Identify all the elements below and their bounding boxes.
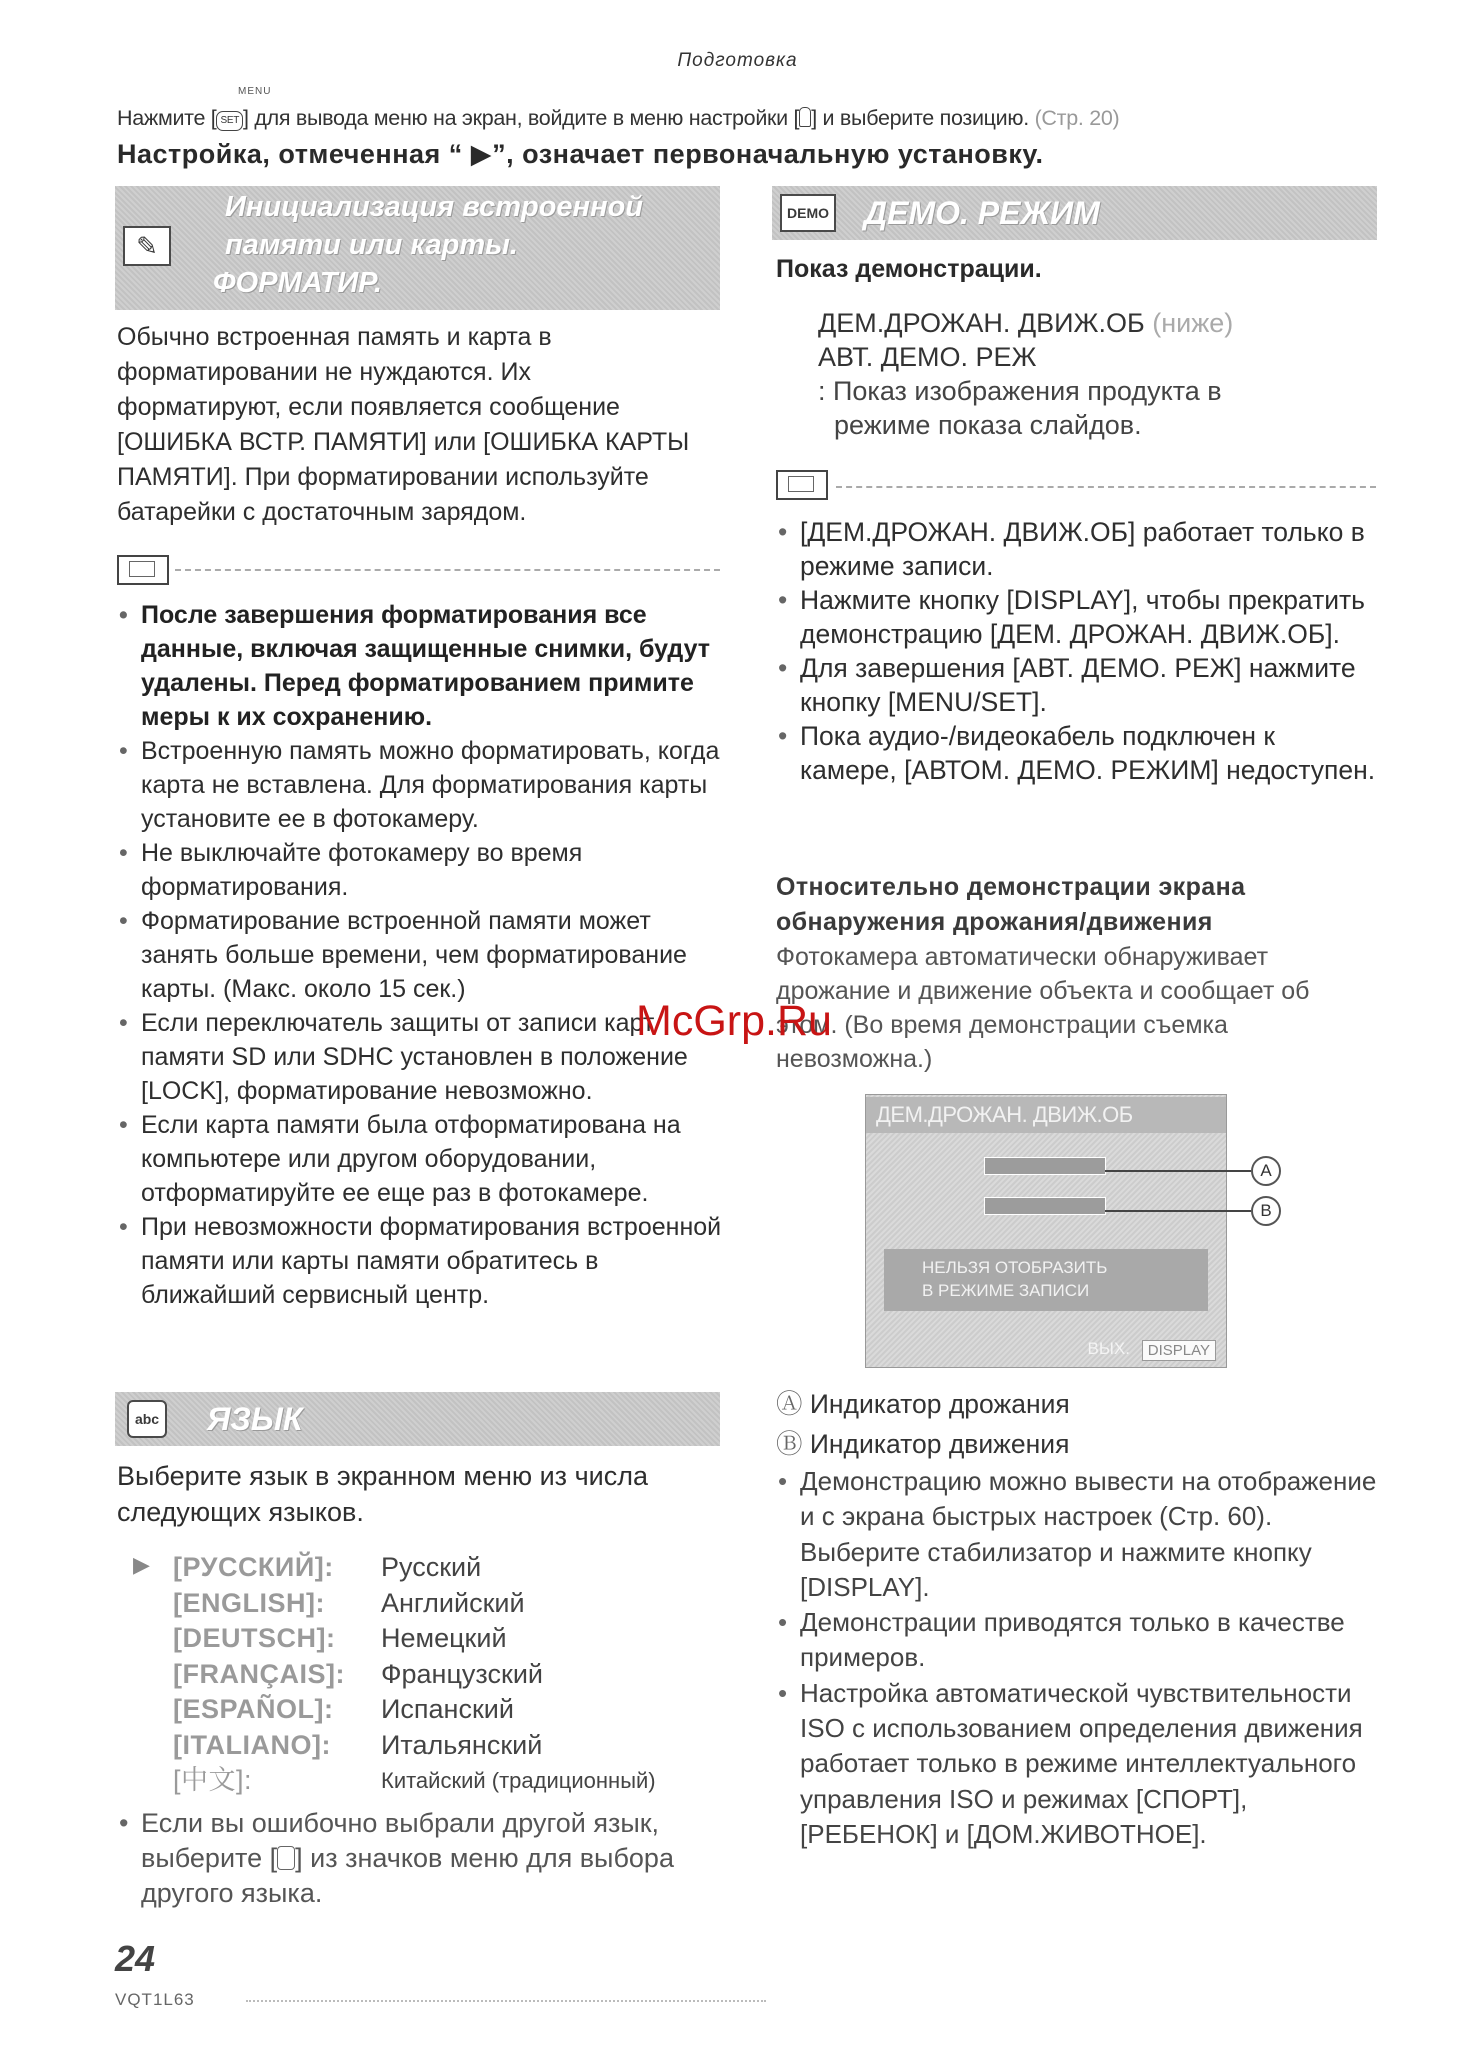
language-note (117, 1806, 697, 1911)
page-number: 24 (115, 1938, 156, 1979)
format-description: Обычно встроенная память и карта в форматировании не нуждаются. Их форматируют, если появляется сообщение [ОШИБКА ВСТР. ПАМЯТИ] или [ОШИБКА КАРТЫ ПАМЯТИ]. При форматировании используйте батарейки с достаточным зарядом. (117, 323, 690, 526)
format-section-banner (115, 186, 720, 310)
demo-screen-illustration (865, 1094, 1227, 1368)
shake-indicator-bar (984, 1157, 1106, 1175)
demo-icon: DEMO (780, 194, 836, 232)
note-icon (776, 470, 828, 500)
callout-a: A (1251, 1156, 1281, 1186)
list-item: • Для завершения [АВТ. ДЕМО. РЕЖ] нажмите кнопку [MENU/SET]. (778, 653, 1356, 717)
callout-b: B (1251, 1196, 1281, 1226)
language-name: Русский (381, 1552, 482, 1582)
language-name: Итальянский (381, 1729, 543, 1760)
default-setting-note: Настройка, отмеченная “ ▶”, означает первоначальную установку. (117, 139, 1044, 169)
demo-options: ДЕМ.ДРОЖАН. ДВИЖ.ОБ (ниже) АВТ. ДЕМО. РЕЖ : Показ изображения продукта в режиме показа слайдов. (818, 306, 1358, 442)
list-item: • [ДЕМ.ДРОЖАН. ДВИЖ.ОБ] работает только в режиме записи. (778, 517, 1365, 581)
legend-item: Ⓑ Индикатор движения (776, 1429, 1070, 1459)
demo-notes (776, 515, 1376, 787)
demo-option-2-desc: : Показ изображения продукта в режиме показа слайдов. (818, 376, 1222, 440)
setup-menu-icon (799, 107, 811, 127)
motion-indicator-bar (984, 1197, 1106, 1215)
list-item: • Встроенную память можно форматировать, когда карта не вставлена. Для форматирования карты установите ее в фотокамеру. (119, 737, 720, 833)
language-name: Французский (381, 1658, 543, 1689)
set-button-icon: SET (216, 111, 243, 131)
screen-message: НЕЛЬЗЯ ОТОБРАЗИТЬ В РЕЖИМЕ ЗАПИСИ (884, 1249, 1208, 1311)
default-marker-icon: ▶ (133, 1552, 150, 1577)
language-name: Испанский (381, 1694, 514, 1724)
demo-legend (776, 1384, 1070, 1464)
language-name: Китайский (традиционный) (381, 1768, 656, 1793)
demo-about-body: Фотокамера автоматически обнаруживает дрожание и движение объекта и сообщает об этом. (Во время демонстрации съемка невозможна.) (776, 943, 1310, 1073)
language-section-banner (115, 1392, 720, 1446)
format-title: Инициализация встроенной памяти или карты. ФОРМАТИР. (213, 191, 644, 299)
list-item: • Демонстрацию можно вывести на отображение и с экрана быстрых настроек (Стр. 60). Выберите стабилизатор и нажмите кнопку [DISPLAY]. (778, 1466, 1377, 1602)
footer-divider (246, 2000, 766, 2002)
language-code: [FRANÇAIS]: (173, 1658, 345, 1689)
model-code: VQT1L63 (115, 1990, 195, 2009)
list-item: • Пока аудио-/видеокабель подключен к камере, [АВТОМ. ДЕМО. РЕЖИМ] недоступен. (778, 721, 1376, 785)
list-item: • Форматирование встроенной памяти может занять больше времени, чем форматирование карты. (Макс. около 15 сек.) (119, 907, 687, 1003)
demo-title: ДЕМО. РЕЖИМ (864, 195, 1100, 231)
list-item: • После завершения форматирования все данные, включая защищенные снимки, будут удалены. Перед форматированием примите меры к их сохранению. (119, 601, 711, 731)
demo-section-banner (772, 186, 1377, 240)
list-item: • Не выключайте фотокамеру во время форматирования. (119, 839, 583, 901)
language-icon: abc (127, 1400, 167, 1438)
list-item: • Если карта памяти была отформатирована на компьютере или другом оборудовании, отформатируйте ее еще раз в фотокамере. (119, 1111, 681, 1207)
screen-title: ДЕМ.ДРОЖАН. ДВИЖ.ОБ (866, 1097, 1226, 1133)
list-item: • Демонстрации приводятся только в качестве примеров. (778, 1607, 1345, 1673)
legend-item: Ⓐ Индикатор дрожания (776, 1389, 1070, 1419)
watermark: McGrp.Ru (636, 997, 832, 1045)
format-note-marker (117, 555, 722, 585)
menu-label: MENU (238, 86, 272, 97)
note-divider (836, 486, 1376, 488)
screen-display-button: DISPLAY (1142, 1340, 1216, 1361)
language-name: Английский (381, 1587, 525, 1618)
demo-subtitle: Показ демонстрации. (776, 255, 1042, 283)
callout-line-a (1105, 1170, 1251, 1172)
intro-instruction: Нажмите [ SET ] для вывода меню на экран, войдите в меню настройки [ ] и выберите позицию. (Стр. 20) (117, 106, 1120, 130)
list-item: • Если переключатель защиты от записи карт памяти SD или SDHC установлен в положение [LOCK], форматирование невозможно. (119, 1009, 688, 1105)
language-code: [DEUTSCH]: (173, 1623, 336, 1653)
language-list (133, 1550, 733, 1799)
list-item: • Нажмите кнопку [DISPLAY], чтобы прекратить демонстрацию [ДЕМ. ДРОЖАН. ДВИЖ.ОБ]. (778, 585, 1365, 649)
note-icon (117, 555, 169, 585)
language-name: Немецкий (381, 1623, 507, 1653)
screen-exit-label: ВЫХ. (1087, 1339, 1130, 1358)
demo-note-marker (776, 470, 1381, 500)
list-item: • При невозможности форматирования встроенной памяти или карты памяти обратитесь в ближайший сервисный центр. (119, 1213, 722, 1309)
language-code: [ITALIANO]: (173, 1729, 331, 1760)
format-icon: ✎ (123, 226, 171, 266)
demo-notes-2 (776, 1464, 1386, 1852)
demo-option-2: АВТ. ДЕМО. РЕЖ (818, 342, 1037, 372)
format-notes (117, 598, 727, 1312)
section-title: Подготовка (677, 50, 798, 71)
language-title: ЯЗЫК (207, 1401, 303, 1437)
demo-about-title: Относительно демонстрации экрана обнаружения дрожания/движения (776, 873, 1246, 936)
language-code: [中文]: (173, 1765, 253, 1795)
demo-option-1: ДЕМ.ДРОЖАН. ДВИЖ.ОБ (818, 308, 1145, 338)
page-reference: (Стр. 20) (1034, 106, 1120, 130)
language-code: [ENGLISH]: (173, 1587, 325, 1618)
callout-line-b (1105, 1210, 1251, 1212)
language-intro: Выберите язык в экранном меню из числа следующих языков. (117, 1461, 648, 1527)
list-item: • Если вы ошибочно выбрали другой язык, выберите [ ] из значков меню для выбора другого языка. (119, 1808, 674, 1908)
language-code: [РУССКИЙ]: (173, 1552, 334, 1582)
note-divider (175, 569, 720, 571)
language-menu-icon (277, 1846, 295, 1870)
language-code: [ESPAÑOL]: (173, 1694, 334, 1724)
list-item: • Настройка автоматической чувствительности ISO с использованием определения движения работает только в режиме интеллектуального управления ISO и режимах [СПОРТ], [РЕБЕНОК] и [ДОМ.ЖИВОТНОЕ]. (778, 1677, 1363, 1849)
